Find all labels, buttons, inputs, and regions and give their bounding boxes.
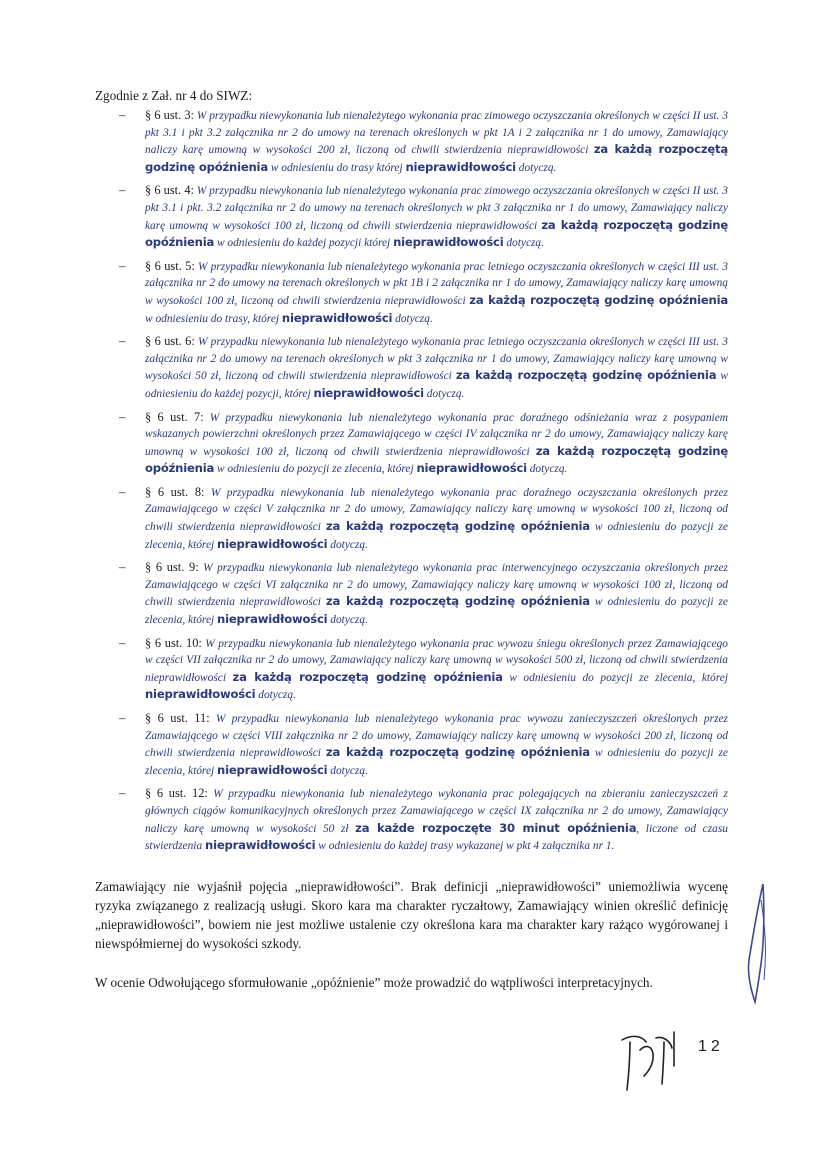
clause-bold-phrase: za każdą rozpoczętą godzinę opóźnienia [325,594,590,609]
clause-bold-term: nieprawidłowości [393,235,504,250]
clause-reference: § 6 ust. 6: [145,334,195,349]
clause-text: w odniesieniu do trasy, której [145,312,282,325]
clause-text: W przypadku niewykonania lub nienależytego wykonania prac zimowego oczyszczania określonych w części II ust. 3 pkt 3.1 i pkt. 3.2 załącznika nr 2 do umowy na terenach określonych w pkt 3 załącznika nr 1 do umowy, Zamawiający naliczy karę umowną w wysokości 100 zł, liczoną od chwili stwierdzenia nieprawidłowości [145,185,728,232]
clause-reference: § 6 ust. 5: [145,258,195,273]
body-paragraph: Zamawiający nie wyjaśnił pojęcia „nieprawidłowości”. Brak definicji „nieprawidłowości” uniemożliwia wycenę ryzyka związanego z realizacją usługi. Skoro kara ma charakter ryczałtowy, Zamawiający winien określić definicję „nieprawidłowości”, bowiem nie jest możliwe ustalenie czy określona kara ma charakter kary rażąco wygórowanej i niewspółmiernej do wysokości szkody. [95,878,728,951]
clause-reference: § 6 ust. 11: [145,711,210,725]
clause-text: w odniesieniu do pozycji ze zlecenia, której [214,463,417,476]
clause-bold-term: nieprawidłowości [416,461,527,476]
body-paragraph: W ocenie Odwołującego sformułowanie „opóźnienie” może prowadzić do wątpliwości interpretacyjnych. [95,974,653,990]
clause-bold-term: nieprawidłowości [217,762,328,777]
clause-bold-term: nieprawidłowości [281,310,393,325]
clause-bold-phrase: za każdą rozpoczętą godzinę opóźnienia [145,217,728,250]
clause-text: W przypadku niewykonania lub nienależytego wykonania prac wywozu śniegu określonych przez Zamawiającego w części VII załącznika nr 2 do umowy, Zamawiający naliczy karę umowną w wysokości 500 zł, liczoną od chwili stwierdzenia nieprawidłowości [145,637,728,684]
list-item: – § 6 ust. 4: W przypadku niewykonania lub nienależytego wykonania prac zimowego oczyszczania określonych w części II ust. 3 pkt 3.1 i pkt. 3.2 załącznika nr 2 do umowy na terenach określonych w pkt 3 załącznika nr 1 do umowy, Zamawiający naliczy karę umowną w wysokości 100 zł, liczoną od chwili stwierdzenia nieprawidłowości za każdą rozpoczętą godzinę opóźnienia w odniesieniu do każdej pozycji której nieprawidłowości dotyczą. [119,182,728,250]
clause-text: w odniesieniu do trasy której [267,161,406,174]
clause-text: w odniesieniu do każdej pozycji, której [145,370,728,400]
clause-text: w odniesieniu do pozycji ze zlecenia, której [145,596,728,627]
clause-tail: dotyczą. [515,161,557,174]
clause-reference: § 6 ust. 7: [145,409,204,424]
clause-tail: dotyczą. [327,764,368,777]
clause-bold-term: nieprawidłowości [145,687,256,702]
clause-text: w odniesieniu do pozycji ze zlecenia, której [502,671,728,684]
clause-text: W przypadku niewykonania lub nienależytego wykonania prac zimowego oczyszczania określonych w części II ust. 3 pkt 3.1 i pkt 3.2 załącznika nr 2 do umowy na terenach określonych w pkt 1A i 2 załącznika nr 1 do umowy, Zamawiający naliczy karę umowną w wysokości 200 zł, liczoną od chwili stwierdzenia nieprawidłowości [145,110,728,157]
signature-mark-icon [735,880,775,1010]
clause-bold-term: nieprawidłowości [405,159,516,174]
clause-text: w odniesieniu do pozycji ze zlecenia, której [145,521,728,551]
clause-bold-phrase: za każde rozpoczęte 30 minut opóźnienia [355,820,637,835]
clause-reference: § 6 ust. 8: [145,484,205,499]
clause-tail: dotyczą. [423,387,465,400]
clause-tail: w odniesieniu do każdej trasy wykazanej w pkt 4 załącznika nr 1. [315,840,615,853]
list-item: – § 6 ust. 7: W przypadku niewykonania lub nienależytego wykonania prac doraźnego odśnieżania wraz z posypaniem wskazanych powierzchni określonych przez Zamawiającego w części IV załącznika nr 2 do umowy, Zamawiający naliczy karę umowną w wysokości 100 zł, liczoną od chwili stwierdzenia nieprawidłowości za każdą rozpoczętą godzinę opóźnienia w odniesieniu do pozycji ze zlecenia, której nieprawidłowości dotyczą. [119,408,728,476]
penalty-clause-list [95,107,728,855]
clause-text: w odniesieniu do każdej pozycji której [214,237,394,250]
clause-text: W przypadku niewykonania lub nienależytego wykonania prac letniego oczyszczania określonych w części III ust. 3 załącznika nr 2 do umowy na terenach określonych w pkt 1B i 2 załącznika nr 1 do umowy, Zamawiający naliczy karę umowną w wysokości 100 zł, liczoną od chwili stwierdzenia nieprawidłowości [145,260,728,307]
clause-bold-phrase: za każdą rozpoczętą godzinę opóźnienia [325,745,590,760]
clause-bold-phrase: za każdą rozpoczętą godzinę opóźnienia [469,292,728,307]
list-item: – § 6 ust. 8: W przypadku niewykonania lub nienależytego wykonania prac doraźnego oczyszczania określonych przez Zamawiającego w części V załącznika nr 2 do umowy, Zamawiający naliczy karę umowną w wysokości 100 zł, liczoną od chwili stwierdzenia nieprawidłowości za każdą rozpoczętą godzinę opóźnienia w odniesieniu do pozycji ze zlecenia, której nieprawidłowości dotyczą. [119,483,728,551]
clause-reference: § 6 ust. 12: [145,786,208,801]
list-item: – § 6 ust. 12: W przypadku niewykonania lub nienależytego wykonania prac polegających na zbieraniu zanieczyszczeń z głównych ciągów komunikacyjnych określonych przez Zamawiającego w części IX załącznika nr 2 do umowy, Zamawiający naliczy karę umowną w wysokości 50 zł za każde rozpoczęte 30 minut opóźnienia, liczone od czasu stwierdzenia nieprawidłowości w odniesieniu do każdej trasy wykazanej w pkt 4 załącznika nr 1. [119,785,728,853]
clause-text: W przypadku niewykonania lub nienależytego wykonania prac polegających na zbieraniu zanieczyszczeń z głównych ciągów komunikacyjnych określonych przez Zamawiającego w części IX załącznika nr 2 do umowy, Zamawiający naliczy karę umowną w wysokości 50 zł [145,788,728,835]
list-item: – § 6 ust. 6: W przypadku niewykonania lub nienależytego wykonania prac letniego oczyszczania określonych w części III ust. 3 załącznika nr 2 do umowy na terenach określonych w pkt 3 załącznika nr 1 do umowy, Zamawiający naliczy karę umowną w wysokości 50 zł, liczoną od chwili stwierdzenia nieprawidłowości za każdą rozpoczętą godzinę opóźnienia w odniesieniu do każdej pozycji, której nieprawidłowości dotyczą. [119,333,728,400]
clause-text: W przypadku niewykonania lub nienależytego wykonania prac interwencyjnego oczyszczania określonych przez Zamawiającego w części VI załącznika nr 2 do umowy, Zamawiający naliczy karę umowną w wysokości 100 zł, liczoną od chwili stwierdzenia nieprawidłowości [145,562,728,609]
clause-reference: § 6 ust. 9: [145,560,199,575]
clause-tail: dotyczą. [255,689,296,702]
list-item: – § 6 ust. 9: W przypadku niewykonania lub nienależytego wykonania prac interwencyjnego oczyszczania określonych przez Zamawiającego w części VI załącznika nr 2 do umowy, Zamawiający naliczy karę umowną w wysokości 100 zł, liczoną od chwili stwierdzenia nieprawidłowości za każdą rozpoczętą godzinę opóźnienia w odniesieniu do pozycji ze zlecenia, której nieprawidłowości dotyczą. [119,559,728,627]
list-item: – § 6 ust. 3: W przypadku niewykonania lub nienależytego wykonania prac zimowego oczyszczania określonych w części II ust. 3 pkt 3.1 i pkt 3.2 załącznika nr 2 do umowy na terenach określonych w pkt 1A i 2 załącznika nr 1 do umowy, Zamawiający naliczy karę umowną w wysokości 200 zł, liczoną od chwili stwierdzenia nieprawidłowości za każdą rozpoczętą godzinę opóźnienia w odniesieniu do trasy której nieprawidłowości dotyczą. [119,107,728,174]
clause-bold-phrase: za każdą rozpoczętą godzinę opóźnienia [455,368,717,383]
clause-tail: dotyczą. [327,614,368,627]
clause-tail: dotyczą. [327,538,368,551]
clause-text: W przypadku niewykonania lub nienależytego wykonania prac doraźnego oczyszczania określonych przez Zamawiającego w części V załącznika nr 2 do umowy, Zamawiający naliczy karę umowną w wysokości 100 zł, liczoną od chwili stwierdzenia nieprawidłowości [145,486,728,534]
initials-signature-icon [612,1020,692,1095]
intro-line: Zgodnie z Zał. nr 4 do SIWZ: [95,88,253,103]
clause-bold-phrase: za każdą rozpoczętą godzinę opóźnienia [325,519,590,534]
clause-reference: § 6 ust. 4: [145,183,194,198]
list-item: – § 6 ust. 10: W przypadku niewykonania lub nienależytego wykonania prac wywozu śniegu określonych przez Zamawiającego w części VII załącznika nr 2 do umowy, Zamawiający naliczy karę umowną w wysokości 500 zł, liczoną od chwili stwierdzenia nieprawidłowości za każdą rozpoczętą godzinę opóźnienia w odniesieniu do pozycji ze zlecenia, której nieprawidłowości dotyczą. [119,634,728,702]
clause-tail: dotyczą. [526,463,568,476]
clause-bold-term: nieprawidłowości [205,838,316,853]
clause-tail: dotyczą. [392,312,433,325]
clause-reference: § 6 ust. 10: [145,635,202,650]
clause-tail: dotyczą. [503,237,544,250]
clause-text: W przypadku niewykonania lub nienależytego wykonania prac letniego oczyszczania określonych w części III ust. 3 załącznika nr 2 do umowy na terenach określonych w pkt 3 załącznika nr 1 do umowy, Zamawiający naliczy karę umowną w wysokości 50 zł, liczoną od chwili stwierdzenia nieprawidłowości [145,336,728,383]
clause-text: w odniesieniu do pozycji ze zlecenia, której [145,747,728,777]
clause-bold-term: nieprawidłowości [217,612,328,627]
clause-bold-phrase: za każdą rozpoczętą godzinę opóźnienia [145,443,728,476]
document-page [95,88,728,992]
clause-text: , liczone od czasu stwierdzenia [145,822,728,853]
clause-text: W przypadku niewykonania lub nienależytego wykonania prac doraźnego odśnieżania wraz z posypaniem wskazanych powierzchni określonych przez Zamawiającego w części IV załącznika nr 2 do umowy, Zamawiający naliczy karę umowną w wysokości 100 zł, liczoną od chwili stwierdzenia nieprawidłowości [145,411,728,458]
clause-bold-phrase: za każdą rozpoczętą godzinę opóźnienia [145,142,728,174]
clause-reference: § 6 ust. 3: [145,108,194,122]
clause-text: W przypadku niewykonania lub nienależytego wykonania prac wywozu zanieczyszczeń określonych przez Zamawiającego w części VIII załącznika nr 2 do umowy, Zamawiający naliczy karę umowną w wysokości 200 zł, liczoną od chwili stwierdzenia nieprawidłowości [145,713,728,760]
page-number: 12 [698,1038,724,1055]
list-item: – § 6 ust. 11: W przypadku niewykonania lub nienależytego wykonania prac wywozu zanieczyszczeń określonych przez Zamawiającego w części VIII załącznika nr 2 do umowy, Zamawiający naliczy karę umowną w wysokości 200 zł, liczoną od chwili stwierdzenia nieprawidłowości za każdą rozpoczętą godzinę opóźnienia w odniesieniu do pozycji ze zlecenia, której nieprawidłowości dotyczą. [119,710,728,777]
clause-bold-term: nieprawidłowości [313,385,424,400]
clause-bold-term: nieprawidłowości [217,536,328,551]
list-item: – § 6 ust. 5: W przypadku niewykonania lub nienależytego wykonania prac letniego oczyszczania określonych w części III ust. 3 załącznika nr 2 do umowy na terenach określonych w pkt 1B i 2 załącznika nr 1 do umowy, Zamawiający naliczy karę umowną w wysokości 100 zł, liczoną od chwili stwierdzenia nieprawidłowości za każdą rozpoczętą godzinę opóźnienia w odniesieniu do trasy, której nieprawidłowości dotyczą. [119,257,728,325]
clause-bold-phrase: za każdą rozpoczętą godzinę opóźnienia [232,669,503,684]
